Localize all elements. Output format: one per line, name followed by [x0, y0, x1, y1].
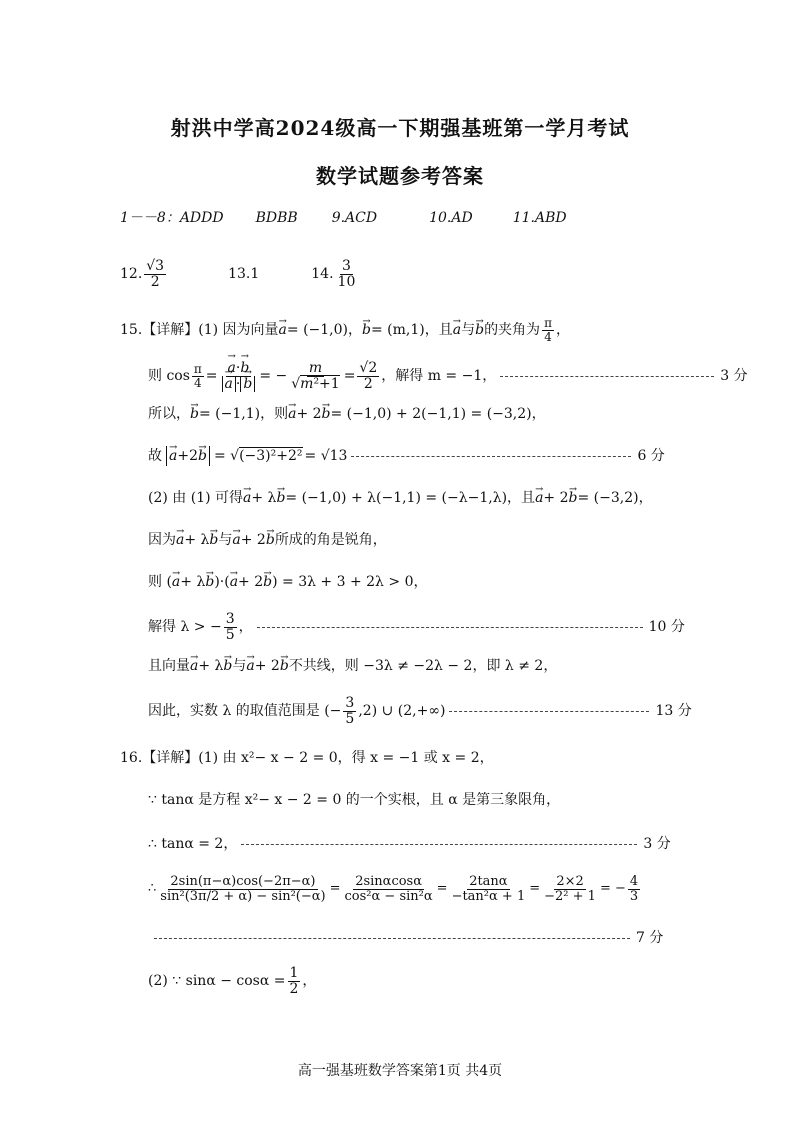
fraction-numerator: 2tanα: [469, 873, 508, 889]
q15-text: 所成的角是锐角，: [274, 532, 387, 548]
answer-12-fraction: [144, 259, 166, 289]
q15-text: ，: [238, 619, 253, 635]
q15-text: + 2: [238, 574, 264, 590]
fraction-denominator: 4: [194, 375, 202, 390]
answer-10: 10.AD: [429, 210, 473, 226]
fraction-numerator: π: [193, 361, 202, 376]
vector-a: a →: [176, 530, 184, 550]
fraction-numerator: 3: [225, 610, 235, 627]
fraction-denominator: sin²(3π/2 + α) − sin²(−α): [160, 888, 326, 904]
q15-text: 则 cos: [148, 368, 190, 384]
answer-1-8: 1－－8：ADDD: [120, 210, 224, 226]
q15-text: 解得 λ > −: [148, 619, 222, 635]
one-half: [288, 966, 301, 996]
score-13: 13 分: [655, 703, 692, 719]
vector-b: b →: [209, 530, 218, 550]
choice-answers: [120, 208, 567, 228]
answer-11: 11.ABD: [512, 210, 567, 226]
q15-text: + 2: [543, 490, 569, 506]
q15-text: 所以，: [148, 406, 190, 422]
answer-14-label: 14.: [311, 266, 334, 282]
vector-a: a →: [246, 656, 254, 676]
vector-b: b →: [240, 361, 249, 376]
answer-14-numerator: 3: [341, 257, 351, 274]
q15-line-2: 则 cos $\frac{\pi}{4}$ = $\frac{a \to\cdot b \to}{a \to \cdot b}$ → = − $\frac{m}{\text{√m²+1}}$ = $\frac{√2}{2}$ ，解得 m = −1， 3 分: [148, 356, 748, 396]
q15-text: + 2: [296, 406, 322, 422]
q15-text: + λ: [251, 490, 277, 506]
q16-line-3: [148, 834, 671, 854]
q15-text: + λ: [198, 658, 224, 674]
q15-intro: 15.【详解】(1) 因为向量: [120, 322, 279, 338]
q16-line-4: ∴ $\frac{2\sin(\pi-\alpha)\cos(-2\pi-\alpha)}{\text{sin²(3π/2 + α) − sin²(−α)}}$ = $\frac{2\sin\alpha\cos\alpha}{\text{cos²α − sin²α}}$ = $\frac{2\tan\alpha}{\text{−tan²α + 1}}$ = $\frac{2\times 2}{\text{−2² + 1}}$ = − $\frac{4}{3}$: [148, 873, 639, 904]
q15-text: + λ: [184, 532, 210, 548]
q15-text: 与: [232, 658, 247, 674]
fraction-numerator: π: [544, 315, 552, 330]
q16-line-5: [154, 928, 663, 948]
answer-9: 9.ACD: [331, 210, 378, 226]
q15-text: + 2: [254, 658, 280, 674]
three-fifths: [224, 612, 237, 642]
formula-fraction-1: [158, 875, 327, 903]
formula-fraction-5: [628, 875, 640, 903]
fraction-numerator: 3: [345, 694, 355, 711]
fraction-denominator: −2² + 1: [544, 888, 596, 904]
fill-answers: [120, 256, 359, 292]
answer-13: 13.1: [228, 266, 260, 282]
q15-text: 因此，实数 λ 的取值范围是 (−: [148, 703, 342, 719]
vector-b: b →: [205, 572, 214, 592]
q15-text: ，解得 m = −1，: [381, 368, 497, 384]
fraction-denominator: 2: [289, 980, 299, 997]
answer-12-denominator: 2: [150, 273, 160, 290]
vector-a: a →: [169, 446, 177, 466]
m-fraction: $\frac{m}{\text{√m²+1}}$: [291, 359, 340, 392]
q15-text: + λ: [180, 574, 206, 590]
fraction-numerator: 2sinαcosα: [355, 873, 422, 889]
vector-a: a →: [190, 656, 198, 676]
q15-line-6: [148, 530, 387, 550]
q15-line-4: 故 a →+2b → = √(−3)²+2² = √13 6 分: [148, 446, 665, 466]
q15-text: 不共线，则 −3λ ≠ −2λ − 2，即 λ ≠ 2，: [288, 658, 558, 674]
sqrt2-over-2: $\frac{√2}{2}$: [359, 359, 378, 392]
fraction-denominator: 3: [629, 888, 639, 904]
fraction-denominator: −tan²α + 1: [451, 888, 526, 904]
score-3: 3 分: [720, 368, 748, 384]
vector-a: a →: [230, 572, 238, 592]
vector-b: b →: [569, 488, 578, 508]
answer-12-label: 12.: [120, 266, 143, 282]
q15-text: ) = 3λ + 3 + 2λ > 0，: [272, 574, 428, 590]
q15-line-7: [148, 572, 427, 592]
formula-fraction-4: [542, 875, 598, 903]
fraction-numerator: 2sin(π−α)cos(−2π−α): [170, 873, 316, 889]
q15-text: = (−3,2)，: [577, 490, 653, 506]
fraction-numerator: 4: [629, 873, 639, 889]
vector-b: b →: [322, 404, 331, 424]
q15-text: )·(: [214, 574, 230, 590]
pi-over-4: [192, 363, 204, 389]
q15-text: (2) 由 (1) 可得: [148, 490, 244, 506]
fraction-denominator: 4: [544, 329, 552, 344]
score-10: 10 分: [648, 619, 685, 635]
q16-text: ，: [302, 973, 317, 989]
q15-line-8: [148, 610, 685, 644]
q15-line-3: [148, 404, 546, 424]
q15-text: 且向量: [148, 658, 190, 674]
fraction-numerator: 2×2: [556, 873, 584, 889]
vector-a: a →: [228, 361, 236, 376]
q15-text: + 2: [240, 532, 266, 548]
exam-subtitle: 数学试题参考答案: [316, 164, 484, 188]
pi-over-4: [542, 317, 554, 343]
vector-a: a →: [453, 320, 461, 340]
vector-b: b →: [362, 320, 371, 340]
q15-line-9: [148, 656, 557, 676]
q15-text: 故: [148, 448, 162, 464]
q15-text: = √13: [304, 448, 348, 464]
fraction-denominator: cos²α − sin²α: [344, 888, 433, 904]
vector-a: a →: [279, 320, 287, 340]
q16-line-6: [148, 964, 316, 998]
q16-text: (2) ∵ sinα − cosα =: [148, 973, 286, 989]
vector-b: b →: [223, 656, 232, 676]
q15-text: 则 (: [148, 574, 172, 590]
vector-a: a →: [535, 488, 543, 508]
q15-text: = (−1,0) + λ(−1,1) = (−λ−1,λ)，且: [285, 490, 536, 506]
fraction-denominator: 5: [225, 626, 235, 643]
vector-b: b →: [475, 320, 484, 340]
q16-line-1: 16.【详解】(1) 由 x²− x − 2 = 0，得 x = −1 或 x = 2，: [120, 750, 494, 766]
q16-text: ∴: [148, 881, 157, 896]
vector-b: b →: [280, 656, 289, 676]
vector-a: a →: [232, 530, 240, 550]
q15-line-1: 15.【详解】(1) 因为向量 a → = (−1,0)， b → = (m,1)，且 a → 与 b → 的夹角为 $\frac{\pi}{4}$ ，: [120, 312, 570, 348]
page-footer: 高一强基班数学答案第1页 共4页: [297, 1063, 503, 1079]
vector-a: a →: [172, 572, 180, 592]
q15-text: 因为: [148, 532, 176, 548]
vector-b: b →: [266, 530, 275, 550]
q15-text: 的夹角为: [484, 322, 541, 338]
q16-line-2: ∵ tanα 是方程 x²− x − 2 = 0 的一个实根，且 α 是第三象限角，: [148, 792, 561, 808]
q16-text: ∴ tanα = 2，: [148, 836, 238, 852]
q15-text: 与: [461, 322, 476, 338]
q15-text: 与: [218, 532, 233, 548]
score-7: 7 分: [636, 930, 664, 946]
formula-fraction-2: [343, 875, 435, 903]
q15-text: = (m,1)，且: [370, 322, 453, 338]
answer-12-numerator: √3: [146, 257, 165, 274]
fraction-denominator: 5: [345, 710, 355, 727]
q15-text: = (−1,1)，则: [198, 406, 289, 422]
vector-b: b →: [198, 446, 207, 466]
vector-a: a →: [243, 488, 251, 508]
vector-a: a →: [288, 404, 296, 424]
formula-fraction-3: [450, 875, 528, 903]
q15-text: = (−1,0)，: [286, 322, 363, 338]
q15-line-5: [148, 488, 653, 508]
vector-b: b →: [276, 488, 285, 508]
vector-b: b →: [263, 572, 272, 592]
answer-14-fraction: [336, 259, 358, 289]
answer-14-denominator: 10: [337, 273, 356, 290]
score-3: 3 分: [643, 836, 671, 852]
score-6: 6 分: [637, 448, 665, 464]
vector-b: b →: [190, 404, 199, 424]
vector-b: b →: [243, 377, 252, 392]
q15-text: ,2) ∪ (2,+∞): [358, 703, 446, 719]
answer-5-8: BDBB: [255, 210, 298, 226]
q15-text: = (−1,0) + 2(−1,1) = (−3,2)，: [330, 406, 546, 422]
vector-a: a →: [225, 377, 233, 392]
three-fifths: [343, 696, 356, 726]
fraction-numerator: 1: [289, 964, 299, 981]
cos-formula-fraction: $\frac{a \to\cdot b \to}{a \to \cdot b}$ →: [220, 361, 258, 391]
exam-title: 射洪中学高2024级高一下期强基班第一学月考试: [170, 116, 630, 140]
q15-line-10: [148, 694, 692, 728]
